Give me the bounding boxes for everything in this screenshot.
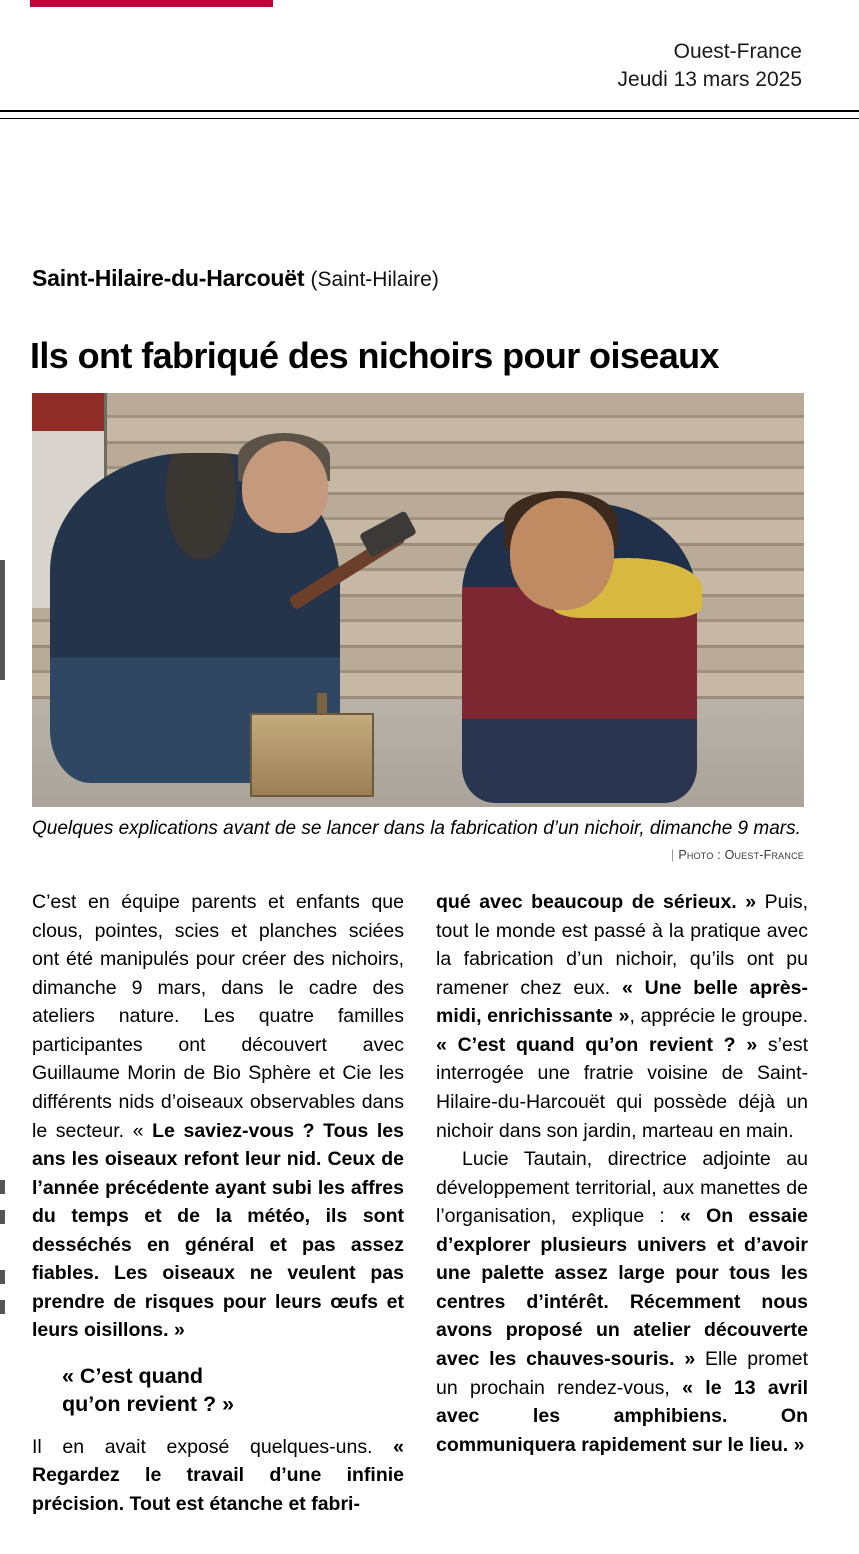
paragraph <box>32 888 404 1345</box>
paragraph-text: Il en avait exposé quelques-uns. <box>32 1435 394 1458</box>
photo-child-head <box>510 498 614 610</box>
paragraph-quote: « Une belle après-midi, enrichissante » <box>436 976 808 1028</box>
credit-label: Photo : <box>678 848 721 862</box>
paragraph-quote: Le saviez-vous ? Tous les ans les oiseaux refont leur nid. Ceux de l’année précédente ayant subi les affres du temps et de la météo, ils sont desséchés en général et pas assez fiables. Les oiseaux ne veulent pas prendre de risques pour leurs œufs et leurs oisillons. » <box>32 1119 404 1342</box>
page-title: Ils ont fabriqué des nichoirs pour oiseaux <box>30 335 719 377</box>
edge-mark <box>0 1210 5 1224</box>
photo-credit <box>671 848 804 862</box>
paragraph-text: Lucie Tautain, directrice adjointe au développement territorial, aux manettes de l’organisation, explique : <box>436 1148 808 1228</box>
header-rule-secondary <box>0 118 859 119</box>
edge-mark <box>0 560 5 680</box>
article-kicker <box>32 265 439 292</box>
paragraph-quote: « On essaie d’explorer plusieurs univers et d’avoir une palette assez large pour tous les centres d’intérêt. Récemment nous avons proposé un atelier découverte avec les chauves-souris. » <box>436 1205 808 1370</box>
article-body <box>32 888 808 1519</box>
pull-quote <box>32 1363 404 1419</box>
paragraph-quote: « le 13 avril avec les amphibiens. On communiquera rapidement sur le lieu. » <box>436 1376 809 1456</box>
paragraph <box>436 888 808 1145</box>
paragraph <box>32 1433 404 1519</box>
kicker-parenthetical: (Saint-Hilaire) <box>310 268 439 291</box>
article-photo <box>32 393 804 807</box>
photo-caption: Quelques explications avant de se lancer dans la fabrication d’un nichoir, dimanche 9 mars. <box>32 818 801 839</box>
edge-mark <box>0 1300 5 1314</box>
paragraph-text: s’est interrogée une fratrie voisine de Saint-Hilaire-du-Harcouët qui possède déjà un nichoir dans son jardin, marteau en main. <box>436 1033 808 1142</box>
paragraph-quote: qué avec beaucoup de sérieux. » <box>436 891 757 913</box>
body-column-left <box>32 888 404 1519</box>
header-rule <box>0 110 859 112</box>
photo-birdhouse <box>250 713 374 797</box>
masthead <box>618 38 802 95</box>
photo-adult-head <box>242 441 328 533</box>
paragraph-quote: « C’est quand qu’on revient ? » <box>436 1033 758 1056</box>
kicker-town: Saint-Hilaire-du-Harcouët <box>32 265 305 291</box>
credit-source: Ouest-France <box>724 848 804 862</box>
body-column-right <box>436 888 808 1519</box>
pull-quote-line-1: « C’est quand <box>62 1364 203 1388</box>
credit-separator: | <box>670 848 675 862</box>
accent-bar <box>30 0 273 7</box>
paragraph-text: Elle promet un prochain rendez-vous, <box>436 1348 808 1399</box>
edge-mark <box>0 1270 5 1284</box>
paragraph <box>436 1145 808 1459</box>
paragraph-text: Puis, tout le monde est passé à la pratique avec la fabrication d’un nichoir, qu’ils ont pu ramener chez eux. <box>436 891 808 999</box>
masthead-paper-name: Ouest-France <box>673 40 802 63</box>
paragraph-text: C’est en équipe parents et enfants que clous, pointes, scies et planches sciées ont été manipulés pour créer des nichoirs, dimanche 9 mars, dans le cadre des ateliers nature. Les quatre familles participantes ont découvert avec Guillaume Morin de Bio Sphère et Cie les différents nids d’oiseaux observables dans le secteur. « <box>32 891 404 1142</box>
paragraph-text: , apprécie le groupe. <box>629 1005 809 1028</box>
paragraph-quote: « Regardez le travail d’une infinie précision. Tout est étanche et fabri- <box>32 1435 404 1515</box>
pull-quote-line-2: qu’on revient ? » <box>62 1391 235 1416</box>
edge-mark <box>0 1180 5 1194</box>
masthead-date: Jeudi 13 mars 2025 <box>617 68 802 92</box>
